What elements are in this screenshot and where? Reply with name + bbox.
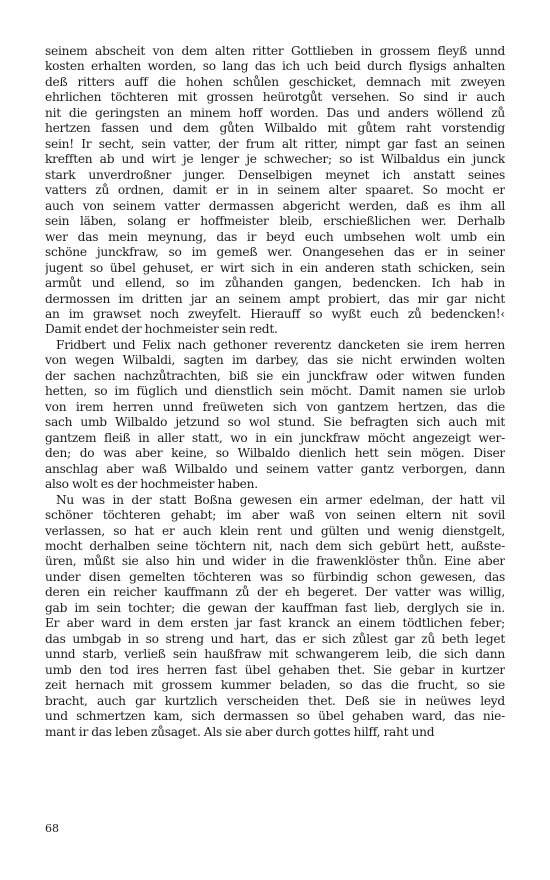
text-line: Damit endet der hochmeister sein redt. — [45, 322, 278, 337]
text-line: üren, můßt sie also hin und wider in die frawenklöster thůn. Eine aber — [45, 554, 505, 569]
paragraph — [45, 338, 505, 493]
text-line: das umbgab in so streng und hart, das er sich zůlest gar zů beth leget — [45, 631, 505, 646]
text-line: gab im sein tochter; die gewan der kauffman fast lieb, derglych sie in. — [45, 600, 505, 615]
text-line: schöner töchteren gehabt; im aber waß von seinen eltern nit sovil — [45, 508, 505, 523]
text-line: Nu was in der statt Boßna gewesen ein armer edelman, der hatt vil — [56, 492, 505, 507]
text-line: von wegen Wilbaldi, sagten im darbey, das sie nicht erwinden wolten — [45, 353, 505, 368]
text-line: wer das mein meynung, das ir beyd euch umbsehen wolt umb ein — [45, 229, 505, 244]
text-line: ehrlichen töchteren mit grossen heürotgůt versehen. So sind ir auch — [45, 90, 505, 105]
text-line: bracht, auch gar kurtzlich verscheiden thet. Deß sie in neüwes leyd — [45, 693, 505, 708]
text-line: zeit hernach mit grossem kummer beladen, so das die frucht, so sie — [45, 678, 505, 693]
page-number: 68 — [45, 822, 59, 835]
text-line: von irem herren unnd freüweten sich von gantzem hertzen, das die — [45, 399, 505, 414]
text-line: deß ritters auff die hohen schůlen geschicket, demnach mit zweyen — [45, 74, 505, 89]
text-line: mocht derhalben seine töchtern nit, nach dem sich gebürt hett, außste- — [45, 539, 505, 553]
text-line: dermossen im dritten jar an seinem ampt probiert, das mir gar nicht — [45, 291, 505, 306]
text-line: umb den tod ires herren fast übel gehaben thet. Sie gebar in kurtzer — [45, 662, 505, 677]
text-line: auch von seinem vatter dermassen abgericht werden, daß es ihm all — [45, 198, 505, 213]
text-line: krefften ab und wirt je lenger je schwecher; so ist Wilbaldus ein junck — [45, 152, 505, 167]
text-line: deren ein reicher kauffmann zů der eh begeret. Der vatter was willig, — [45, 585, 505, 600]
text-line: also wolt es der hochmeister haben. — [45, 477, 258, 492]
text-line: verlassen, so hat er auch klein rent und gülten und wenig dienstgelt, — [45, 523, 505, 538]
text-line: jugent so übel gehuset, er wirt sich in ein anderen stath schicken, sein — [45, 260, 505, 275]
text-line: hetten, so im füglich und dienstlich sein möcht. Damit namen sie urlob — [45, 384, 505, 399]
text-line: armůt und ellend, so im zůhanden gangen, bedencken. Ich hab in — [45, 276, 505, 291]
text-line: unnd starb, verließ sein haußfraw mit schwangerem leib, die sich dann — [45, 647, 505, 662]
text-line: Fridbert und Felix nach gethoner reverentz dancketen sie irem herren — [56, 337, 505, 352]
text-line: stark unverdroßner junger. Denselbigen meynet ich anstatt seines — [45, 167, 505, 182]
text-line: der sachen nachzůtrachten, biß sie ein junckfraw oder witwen funden — [45, 368, 505, 383]
text-line: kosten erhalten worden, so lang das ich uch beid durch flysigs anhalten — [45, 59, 505, 74]
text-line: anschlag aber waß Wilbaldo und seinem vatter gantz verborgen, dann — [45, 461, 505, 476]
text-line: sach umb Wilbaldo jetzund so wol stund. Sie befragten sich auch mit — [45, 415, 505, 430]
text-line: under disen gemelten töchteren was so fürbindig schon gewesen, das — [45, 569, 505, 584]
text-line: den; do was aber keine, so Wilbaldo dienlich hett sein mögen. Diser — [45, 446, 505, 461]
text-line: Er aber ward in dem ersten jar fast kranck an einem tödtlichen feber; — [45, 616, 505, 631]
text-line: sein läben, solang er hoffmeister bleib, erschießlichen wer. Derhalb — [45, 214, 505, 229]
text-line: nit die geringsten an minem hoff worden. Das und anders wöllend zů — [45, 105, 505, 120]
text-line: vatters zů ordnen, damit er in in seinem alter spaaret. So mocht er — [45, 183, 505, 198]
text-line: schöne junckfraw, so im gemeß wer. Onangesehen das er in seiner — [45, 245, 505, 260]
text-line: an im grawset noch zweyfelt. Hierauff so wyßt euch zů bedencken!‹ — [45, 306, 505, 321]
paragraph — [45, 493, 505, 741]
text-line: und schmertzen kam, sich dermassen so übel gehaben ward, das nie- — [45, 709, 505, 724]
text-line: seinem abscheit von dem alten ritter Gottlieben in grossem fleyß unnd — [45, 44, 505, 58]
text-line: gantzem fleiß in aller statt, wo in ein junckfraw möcht angezeigt wer- — [45, 430, 505, 445]
paragraph — [45, 44, 505, 338]
text-line: hertzen fassen und dem gůten Wilbaldo mit gůtem raht vorstendig — [45, 121, 505, 136]
text-line: mant ir das leben zůsaget. Als sie aber durch gottes hilff, raht und — [45, 724, 435, 739]
text-line: sein! Ir secht, sein vatter, der frum alt ritter, nimpt gar fast an seinen — [45, 136, 505, 151]
page-body — [45, 44, 505, 740]
